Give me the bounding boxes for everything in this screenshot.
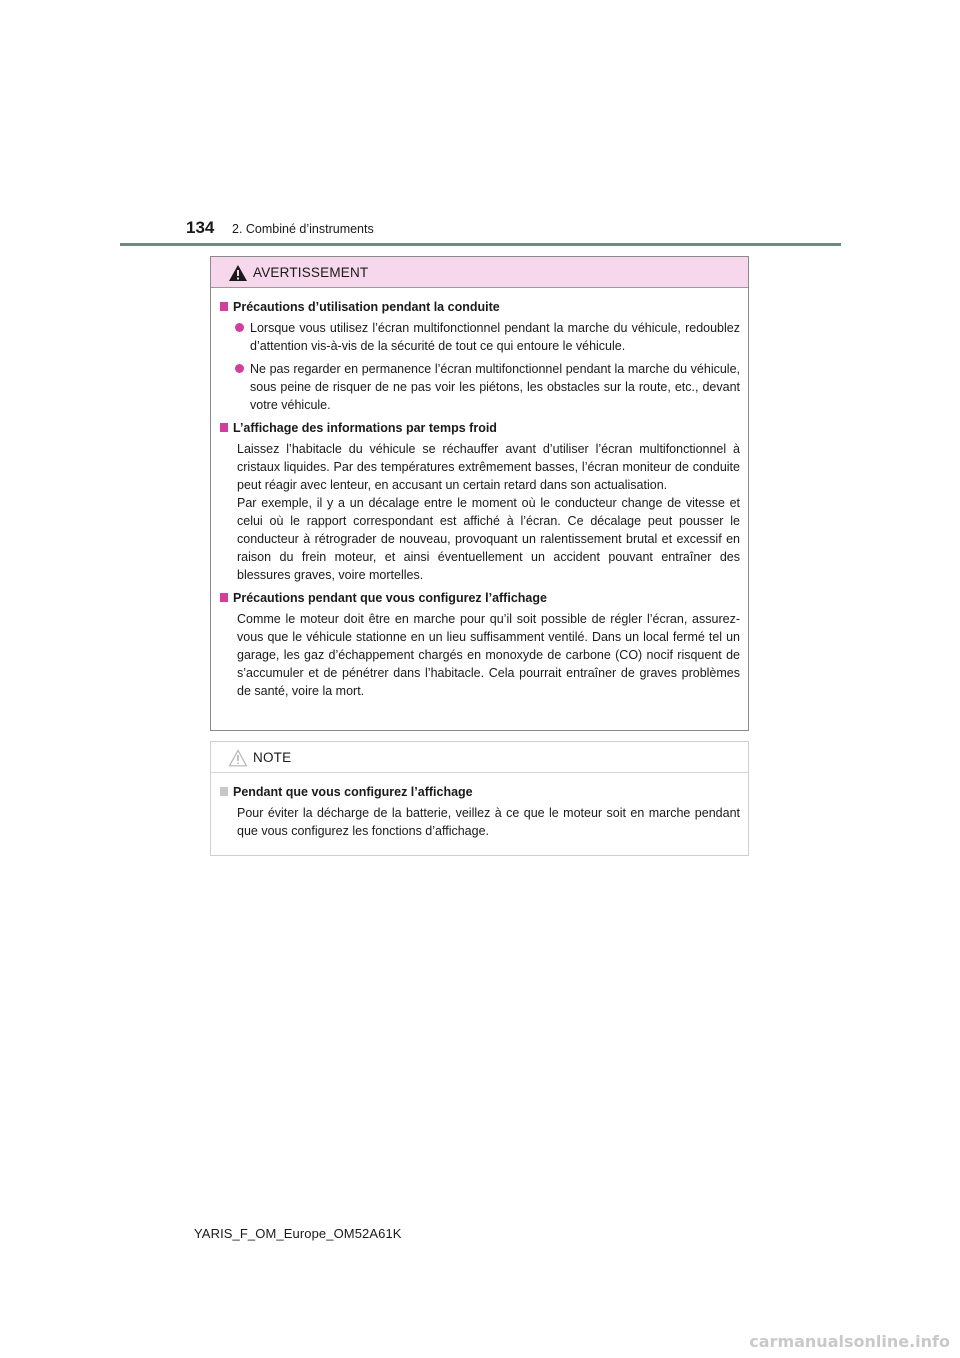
section-title-text: L’affichage des informations par temps froid <box>233 421 497 435</box>
warning-body <box>211 288 748 700</box>
section-marker <box>220 302 228 311</box>
warning-triangle-icon <box>228 264 248 282</box>
note-header <box>211 742 748 773</box>
caution-triangle-icon <box>228 749 248 767</box>
chapter-title: 2. Combiné d’instruments <box>232 222 374 236</box>
note-body <box>211 773 748 840</box>
section-marker <box>220 423 228 432</box>
section-title <box>219 419 740 437</box>
note-label: NOTE <box>253 750 292 765</box>
bullet-item <box>219 319 740 355</box>
paragraph: Pour éviter la décharge de la batterie, veillez à ce que le moteur soit en marche pendant que vous configurez les fonctions d’affichage. <box>237 806 740 838</box>
section-title-text: Précautions d’utilisation pendant la conduite <box>233 300 500 314</box>
paragraph: Comme le moteur doit être en marche pour qu’il soit possible de régler l’écran, assurez-vous que le véhicule stationne en un lieu suffisamment ventilé. Dans un local fermé tel un garage, les gaz d’échappement chargés en monoxyde de carbone (CO) nocif risquent de s’accumuler et de pénétrer dans l’habitacle. Cela pourrait entraîner de graves problèmes de santé, voire la mort. <box>237 612 740 698</box>
paragraph: Laissez l’habitacle du véhicule se réchauffer avant d’utiliser l’écran multifonctionnel à cristaux liquides. Par des températures extrêmement basses, l’écran moniteur de conduite peut réagir avec lenteur, en accusant un certain retard dans son actualisation. <box>237 442 740 492</box>
watermark: carmanualsonline.info <box>749 1332 950 1351</box>
note-box <box>210 741 749 856</box>
bullet-item <box>219 360 740 414</box>
bullet-dot <box>235 364 244 373</box>
warning-box <box>210 256 749 731</box>
bullet-text: Lorsque vous utilisez l’écran multifonctionnel pendant la marche du véhicule, redoublez d’attention vis-à-vis de la sécurité de tout ce qui entoure le véhicule. <box>250 321 740 353</box>
warning-label: AVERTISSEMENT <box>253 265 369 280</box>
section-title-text: Pendant que vous configurez l’affichage <box>233 785 473 799</box>
bullet-text: Ne pas regarder en permanence l’écran multifonctionnel pendant la marche du véhicule, sous peine de risquer de ne pas voir les piétons, les obstacles sur la route, etc., devant votre véhicule. <box>250 362 740 412</box>
paragraph: Par exemple, il y a un décalage entre le moment où le conducteur change de vitesse et celui où le rapport correspondant est affiché à l’écran. Ce décalage peut pousser le conducteur à rétrograder de nouveau, provoquant un ralentissement brutal et excessif en raison du frein moteur, et ainsi éventuellement un accident pouvant entraîner des blessures graves, voire mortelles. <box>237 496 740 582</box>
section-title <box>219 298 740 316</box>
bullet-dot <box>235 323 244 332</box>
header-rule <box>120 243 841 246</box>
page-number: 134 <box>186 218 215 237</box>
document-id: YARIS_F_OM_Europe_OM52A61K <box>194 1226 402 1241</box>
section-title <box>219 783 740 801</box>
section-title-text: Précautions pendant que vous configurez l’affichage <box>233 591 547 605</box>
section-marker <box>220 787 228 796</box>
section-title <box>219 589 740 607</box>
warning-header <box>211 257 748 288</box>
section-marker <box>220 593 228 602</box>
